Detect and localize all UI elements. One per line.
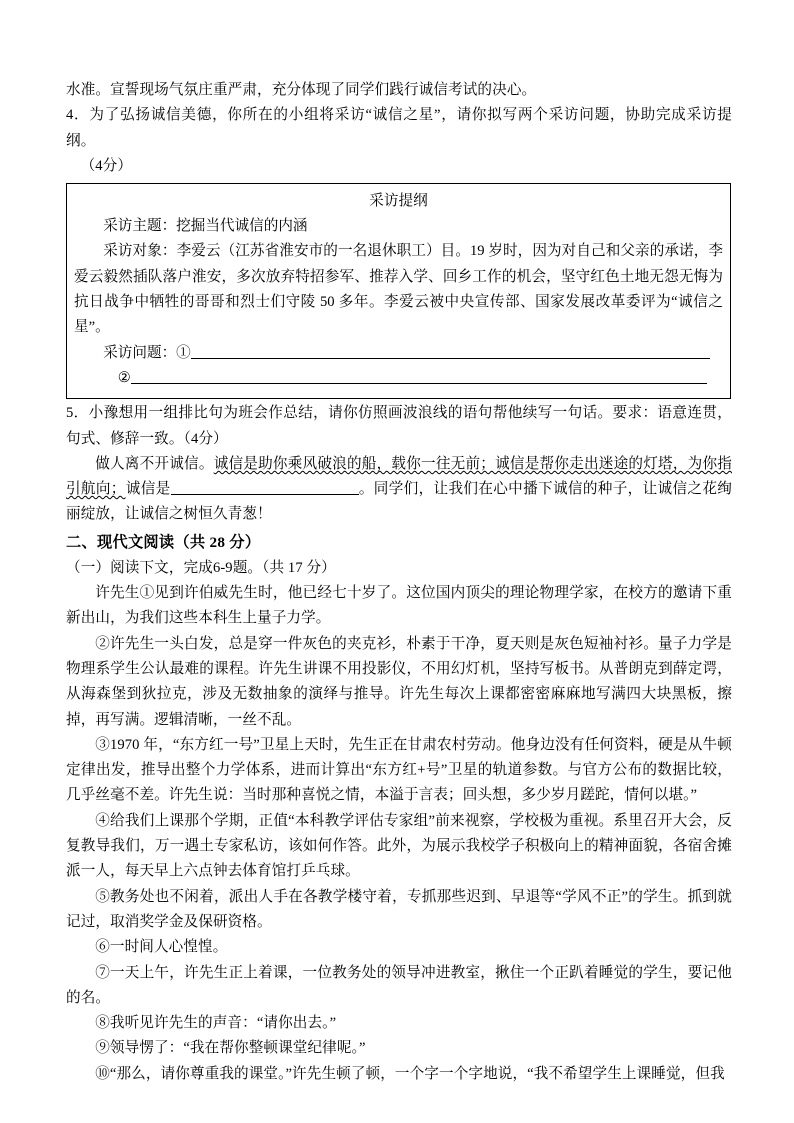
outline-theme-value: 挖掘当代诚信的内涵 (176, 218, 308, 235)
outline-questions-label: 采访问题： (103, 344, 177, 361)
passage-paragraph: ⑥一时间人心惶惶。 (95, 939, 228, 956)
passage-paragraph: ⑧我听见许先生的声音：“请你出去。” (95, 1015, 337, 1032)
question-5-body-end: 。同学们，让我们在心中播下诚信的种子，让诚信之花绚丽绽放，让诚信之树恒久青葱！ (66, 481, 732, 523)
outline-subject-value: 李爱云（江苏省淮安市的一名退休职工）目。19 岁时，因为对自己和父亲的承诺，李爱云毅然插队落户淮安，多次放弃特招参军、推荐入学、回乡工作的机会，坚守红色土地无怨无悔为抗日战争中牺牲的哥哥和烈士们守陵 50 多年。李爱云被中央宣传部、国家发展改革委评为“诚信之星”。 (74, 243, 723, 336)
outline-title: 采访提纲 (369, 193, 428, 210)
passage-paragraph: ③1970 年，“东方红一号”卫星上天时，先生正在甘肃农村劳动。他身边没有任何资料，硬是从牛顿定律出发，推导出整个力学体系，进而计算出“东方红+号”卫星的轨道参数。与官方公布的数据比较，几乎丝毫不差。许先生说：当时那种喜悦之情，本溢于言表；回头想，多少岁月蹉跎，情何以堪。” (66, 736, 732, 804)
outline-q2-marker: ② (117, 369, 131, 386)
question-5-stem: 5．小豫想用一组排比句为班会作总结，请你仿照画波浪线的语句帮他续写一句话。要求：语意连贯，句式、修辞一致。（4分） (66, 405, 732, 447)
answer-blank-q1[interactable] (191, 344, 710, 359)
passage-paragraph: ②许先生一头白发，总是穿一件灰色的夹克衫，朴素于干净，夏天则是灰色短袖衬衫。量子力学是物理系学生公认最难的课程。许先生讲课不用投影仪，不用幻灯机，坚持写板书。从普朗克到薛定谔，从海森堡到狄拉克，涉及无数抽象的演绎与推导。许先生每次上课都密密麻麻地写满四大块黑板，擦掉，再写满。逻辑清晰，一丝不乱。 (66, 635, 732, 728)
outline-q1-marker: ① (176, 344, 191, 361)
passage-paragraph: ⑩“那么，请你尊重我的课堂。”许先生顿了顿，一个字一个字地说，“我不希望学生上课睡觉，但我 (95, 1065, 725, 1082)
outline-question-1-row (74, 341, 723, 366)
passage-paragraph: 许先生①见到许伯威先生时，他已经七十岁了。这位国内顶尖的理论物理学家，在校方的邀请下重新出山，为我们这些本科生上量子力学。 (66, 585, 732, 627)
question-5-body (66, 452, 732, 528)
answer-blank-q5[interactable] (171, 480, 359, 495)
outline-subject-row (74, 239, 723, 340)
outline-subject-label: 采访对象： (103, 243, 177, 260)
outline-question-2-row (74, 366, 723, 391)
question-5-after-wavy: 诚信是 (125, 481, 171, 498)
question-5-wavy-sample: 诚信是助你乘风破浪的船，载你一往无前；诚信是帮你走出迷途的灯塔，为你指引航向； (66, 455, 732, 498)
question-4-stem-text: 4．为了弘扬诚信美德，你所在的小组将采访“诚信之星”，请你拟写两个采访问题，协助完成采访提纲。 (66, 107, 732, 149)
section-2-subheading: （一）阅读下文，完成6-9题。（共 17 分） (66, 559, 336, 576)
answer-blank-q2[interactable] (131, 369, 707, 384)
passage-paragraph: ⑤教务处也不闲着，派出人手在各教学楼守着，专抓那些迟到、早退等“学风不正”的学生。抓到就记过，取消奖学金及保研资格。 (66, 888, 732, 930)
question-4-points: （4分） (80, 157, 133, 174)
passage-paragraph: ④给我们上课那个学期，正值“本科教学评估专家组”前来视察，学校极为重视。系里召开大会，反复教导我们，万一遇土专家私访，该如何作答。此外，为展示我校学子积极向上的精神面貌，各宿舍摊派一人，每天早上六点钟去体育馆打乒乓球。 (66, 812, 732, 880)
passage-paragraph: ⑦一天上午，许先生正上着课，一位教务处的领导冲进教室，揪住一个正趴着睡觉的学生，要记他的名。 (66, 964, 732, 1006)
question-4-stem (66, 103, 732, 154)
section-2-heading: 二、现代文阅读（共 28 分） (66, 533, 261, 551)
continuation-line: 水准。宣誓现场气氛庄重严肃，充分体现了同学们践行诚信考试的决心。 (66, 82, 537, 98)
outline-theme-label: 采访主题： (103, 218, 177, 235)
outline-theme-row (74, 214, 723, 239)
interview-outline-box (66, 183, 731, 399)
question-5-body-start: 做人离不开诚信。 (95, 455, 214, 472)
passage-paragraph: ⑨领导愣了：“我在帮你整顿课堂纪律呢。” (95, 1040, 366, 1057)
